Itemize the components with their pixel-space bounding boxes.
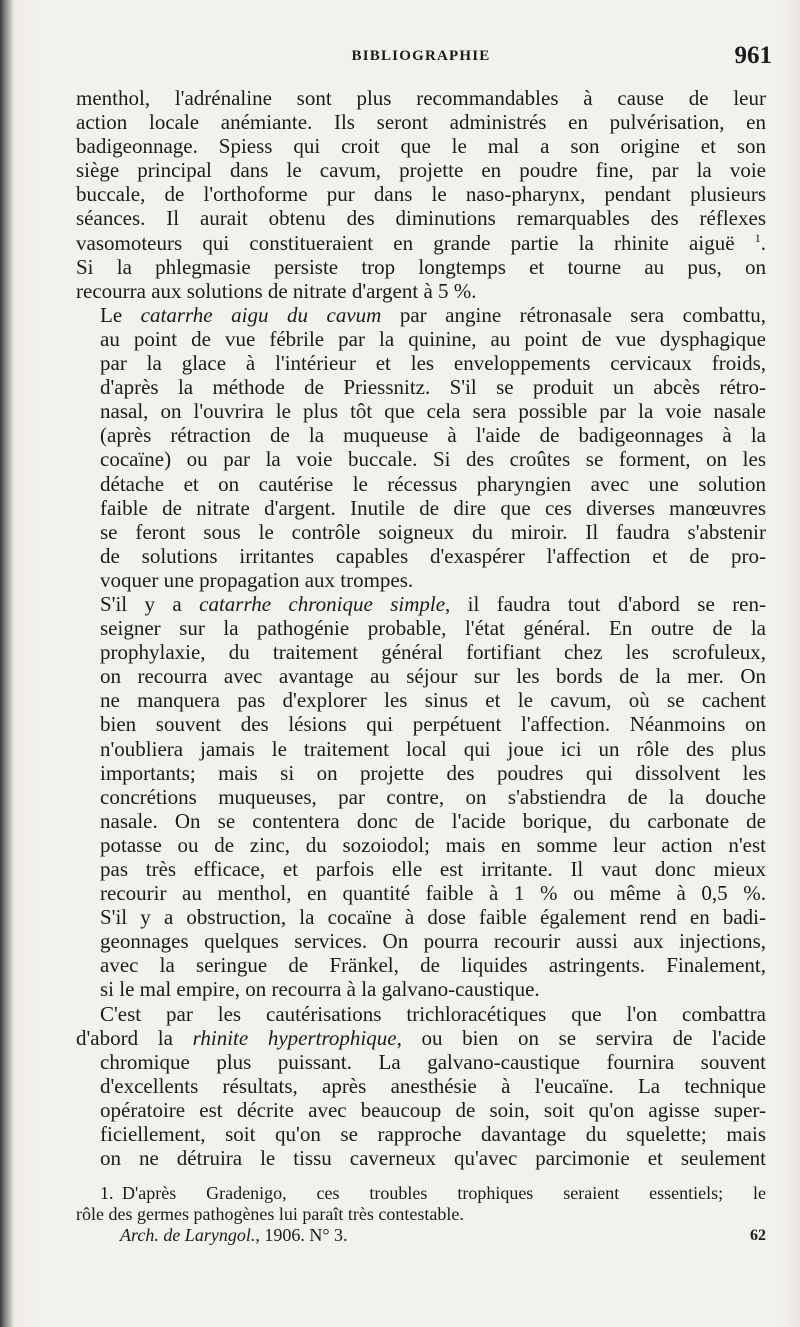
- footnote-reference[interactable]: 1: [754, 230, 761, 245]
- footnote-line: [76, 1183, 766, 1204]
- text-segment: vasomoteurs qui constitueraient en grande partie la rhinite aiguë: [76, 230, 735, 255]
- italic-term: catarrhe aigu du cavum: [140, 302, 382, 327]
- text-segment: D'après Gradenigo, ces troubles trophiques seraient essentiels; le: [122, 1183, 766, 1203]
- page-number: 961: [734, 42, 772, 69]
- text-line: bien souvent des lésions qui perpétuent l'affection. Néanmoins on: [100, 712, 766, 737]
- journal-title: Arch. de Laryngol.: [120, 1225, 256, 1245]
- text-line: on recourra avec avantage au séjour sur les bords de la mer. On: [100, 664, 766, 689]
- text-line: se feront sous le contrôle soigneux du miroir. Il faudra s'abstenir: [100, 519, 766, 544]
- text-line: n'oubliera jamais le traitement local qui joue ici un rôle des plus: [100, 736, 766, 761]
- text-line: séances. Il aurait obtenu des diminutions remarquables des réflexes: [76, 206, 766, 231]
- text-segment: , ou bien on se servira de l'acide: [396, 1025, 766, 1050]
- text-line: voquer une propagation aux trompes.: [100, 567, 414, 592]
- text-line: on ne détruira le tissu caverneux qu'avec parcimonie et seulement: [100, 1146, 766, 1171]
- text-line: pas très efficace, et parfois elle est irritante. Il vaut donc mieux: [100, 857, 766, 881]
- text-line: par la glace à l'intérieur et les enveloppements cervicaux froids,: [100, 351, 766, 376]
- text-segment: par angine rétronasale sera combattu,: [381, 302, 766, 327]
- running-title: BIBLIOGRAPHIE: [351, 48, 491, 64]
- text-line: faible de nitrate d'argent. Inutile de dire que ces diverses manœuvres: [100, 495, 766, 520]
- text-line: recourir au menthol, en quantité faible à 1 % ou même à 0,5 %.: [100, 881, 766, 906]
- text-line-with-note: vasomoteurs qui constitueraient en grande partie la rhinite aiguë $^1$.: [76, 230, 767, 255]
- text-line: au point de vue fébrile par la quinine, au point de vue dysphagique: [100, 326, 766, 351]
- paragraph-1: [76, 86, 766, 303]
- text-line: geonnages quelques services. On pourra recourir aussi aux injections,: [100, 929, 766, 954]
- text-line: détache et on cautérise le récessus pharyngien avec une solution: [100, 471, 766, 496]
- footnote: [76, 1183, 766, 1246]
- text-line: concrétions muqueuses, par contre, on s'abstiendra de la douche: [100, 784, 766, 809]
- text-line: ficiellement, soit qu'on se rapproche davantage du squelette; mais: [100, 1122, 766, 1147]
- text-line: potasse ou de zinc, du sozoiodol; mais en somme leur action n'est: [100, 832, 766, 857]
- text-line: action locale anémiante. Ils seront administrés en pulvérisation, en: [76, 110, 766, 135]
- text-line: importants; mais si on projette des poudres qui dissolvent les: [100, 760, 766, 785]
- text-line: badigeonnage. Spiess qui croit que le mal a son origine et son: [76, 134, 766, 159]
- text-line: d'après la méthode de Priessnitz. S'il se produit un abcès rétro-: [100, 375, 766, 400]
- text-line: nasal, on l'ouvrira le plus tôt que cela sera possible par la voie nasale: [100, 399, 766, 424]
- text-line: menthol, l'adrénaline sont plus recommandables à cause de leur: [76, 86, 766, 110]
- text-segment: S'il y a: [100, 591, 200, 616]
- text-line: prophylaxie, du traitement général fortifiant chez les scrofuleux,: [100, 640, 766, 665]
- text-line-lead: [76, 303, 766, 327]
- body-text: [76, 86, 766, 1170]
- text-line-italic: [76, 1026, 766, 1050]
- running-head: [76, 42, 772, 72]
- text-segment: , 1906. N° 3.: [255, 1225, 348, 1245]
- text-line: cocaïne) ou par la voie buccale. Si des croûtes se forment, on les: [100, 447, 766, 472]
- text-line: opératoire est décrite avec beaucoup de soin, soit qu'on agisse super-: [100, 1097, 766, 1122]
- footnote-number: 1.: [100, 1183, 114, 1203]
- text-line: recourra aux solutions de nitrate d'argent à 5 %.: [76, 278, 477, 303]
- text-segment: d'abord la: [76, 1025, 193, 1050]
- text-segment: , il faudra tout d'abord se ren-: [445, 591, 766, 616]
- text-line: chromique plus puissant. La galvano-caustique fournira souvent: [100, 1049, 766, 1074]
- text-segment: Le: [100, 302, 141, 327]
- text-line: siège principal dans le cavum, projette en poudre fine, par la voie: [76, 158, 766, 183]
- footnote-line: rôle des germes pathogènes lui paraît très contestable.: [76, 1204, 464, 1224]
- italic-term: catarrhe chronique simple: [199, 591, 446, 616]
- text-line: avec la seringue de Fränkel, de liquides astringents. Finalement,: [100, 953, 766, 978]
- text-line: (après rétraction de la muqueuse à l'aide de badigeonnages à la: [100, 423, 766, 448]
- italic-term: rhinite hypertrophique: [192, 1025, 397, 1050]
- paragraph-3: [76, 592, 766, 1002]
- text-line: nasale. On se contentera donc de l'acide borique, du carbonate de: [100, 808, 766, 833]
- paragraph-4: [76, 1002, 766, 1171]
- text-line: seigner sur la pathogénie probable, l'état général. En outre de la: [100, 616, 766, 641]
- text-line: ne manquera pas d'explorer les sinus et le cavum, où se cachent: [100, 688, 766, 713]
- text-line: si le mal empire, on recourra à la galvano-caustique.: [100, 977, 540, 1002]
- text-line: de solutions irritantes capables d'exaspérer l'affection et de pro-: [100, 543, 766, 568]
- signature-mark: 62: [750, 1227, 766, 1244]
- text-line: buccale, de l'orthoforme pur dans le naso-pharynx, pendant plusieurs: [76, 182, 766, 207]
- text-line: d'excellents résultats, après anesthésie à l'eucaïne. La technique: [100, 1073, 766, 1098]
- text-line: C'est par les cautérisations trichloracétiques que l'on combattra: [100, 1001, 766, 1026]
- text-line-lead: [76, 592, 766, 616]
- paragraph-2: [76, 303, 766, 592]
- footnote-source: [76, 1225, 766, 1246]
- text-line: S'il y a obstruction, la cocaïne à dose faible également rend en badi-: [100, 905, 766, 930]
- text-line: Si la phlegmasie persiste trop longtemps et tourne au pus, on: [76, 254, 766, 279]
